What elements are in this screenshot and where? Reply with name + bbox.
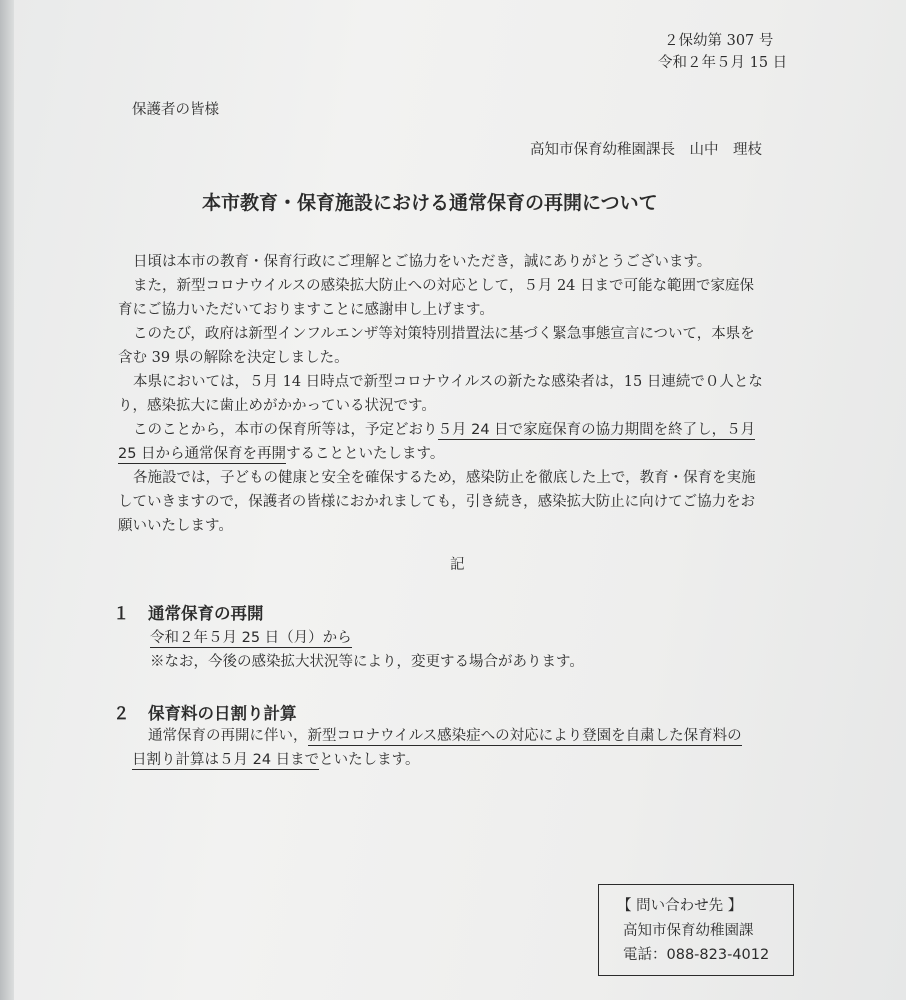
section1-date-line (150, 631, 352, 646)
contact-department: 高知市保育幼稚園課 (623, 923, 754, 939)
body-p5-line2 (118, 447, 444, 462)
ki-mark: 記 (450, 557, 465, 573)
body-p4-line2: り，感染拡大に歯止めがかかっている状況です。 (118, 398, 436, 414)
section1-number: １ (113, 604, 130, 623)
body-p4-line1: 本県においては，５月 14 日時点で新型コロナウイルスの新たな感染者は，15 日連続で０人とな (133, 374, 763, 390)
section2-line2-text: といたします。 (319, 752, 420, 768)
underlined-end-of-home-care: ５月 24 日で家庭保育の協力期間を終了し，５月 (437, 422, 756, 438)
section2-line1-text: 通常保育の再開に伴い， (148, 728, 308, 744)
page-edge-shadow (0, 0, 14, 1000)
doc-number: ２保幼第 307 号 (664, 33, 774, 49)
document-title: 本市教育・保育施設における通常保育の再開について (202, 192, 658, 214)
section1-note: ※なお，今後の感染拡大状況等により，変更する場合があります。 (150, 654, 584, 670)
section2-number: ２ (113, 704, 130, 723)
section2-line2 (132, 753, 420, 768)
contact-box (598, 884, 794, 976)
body-p1: 日頃は本市の教育・保育行政にご理解とご協力をいただき，誠にありがとうございます。 (133, 254, 712, 270)
underlined-fee-calculation: 新型コロナウイルス感染症への対応により登園を自粛した保育料の (307, 728, 742, 744)
contact-phone: 電話：088-823-4012 (623, 947, 770, 963)
underlined-resume-date: 25 日から通常保育を再開 (118, 446, 287, 462)
body-p6-line2: していきますので，保護者の皆様におかれましても，引き続き，感染拡大防止に向けてご協力をお (118, 494, 756, 510)
body-p2-line1: また，新型コロナウイルスの感染拡大防止への対応として，５月 24 日まで可能な範囲で家庭保 (133, 278, 755, 294)
body-p3-line2: 含む 39 県の解除を決定しました。 (118, 350, 349, 366)
section2-line1 (148, 729, 742, 744)
body-p6-line3: 願いいたします。 (118, 518, 233, 534)
section2-heading: 保育料の日割り計算 (148, 704, 297, 723)
sender: 高知市保育幼稚園課長 山中 理枝 (530, 142, 762, 158)
body-p2-line2: 育にご協力いただいておりますことに感謝申し上げます。 (118, 302, 494, 318)
underlined-resume-date-line: 令和２年５月 25 日（月）から (150, 630, 352, 646)
contact-title: 【 問い合わせ先 】 (617, 898, 743, 914)
section1-heading: 通常保育の再開 (148, 604, 264, 623)
body-p5-line2-text: することといたします。 (286, 446, 445, 462)
body-p3-line1: このたび，政府は新型インフルエンザ等対策特別措置法に基づく緊急事態宣言について，本県を (133, 326, 755, 342)
body-p5-line1-text: このことから，本市の保育所等は，予定どおり (133, 422, 438, 438)
issue-date: 令和２年５月 15 日 (658, 55, 788, 71)
underlined-fee-end-date: 日割り計算は５月 24 日まで (132, 752, 320, 768)
addressee: 保護者の皆様 (132, 102, 219, 118)
body-p5-line1 (133, 423, 755, 438)
body-p6-line1: 各施設では，子どもの健康と安全を確保するため，感染防止を徹底した上で，教育・保育を実施 (133, 470, 756, 486)
